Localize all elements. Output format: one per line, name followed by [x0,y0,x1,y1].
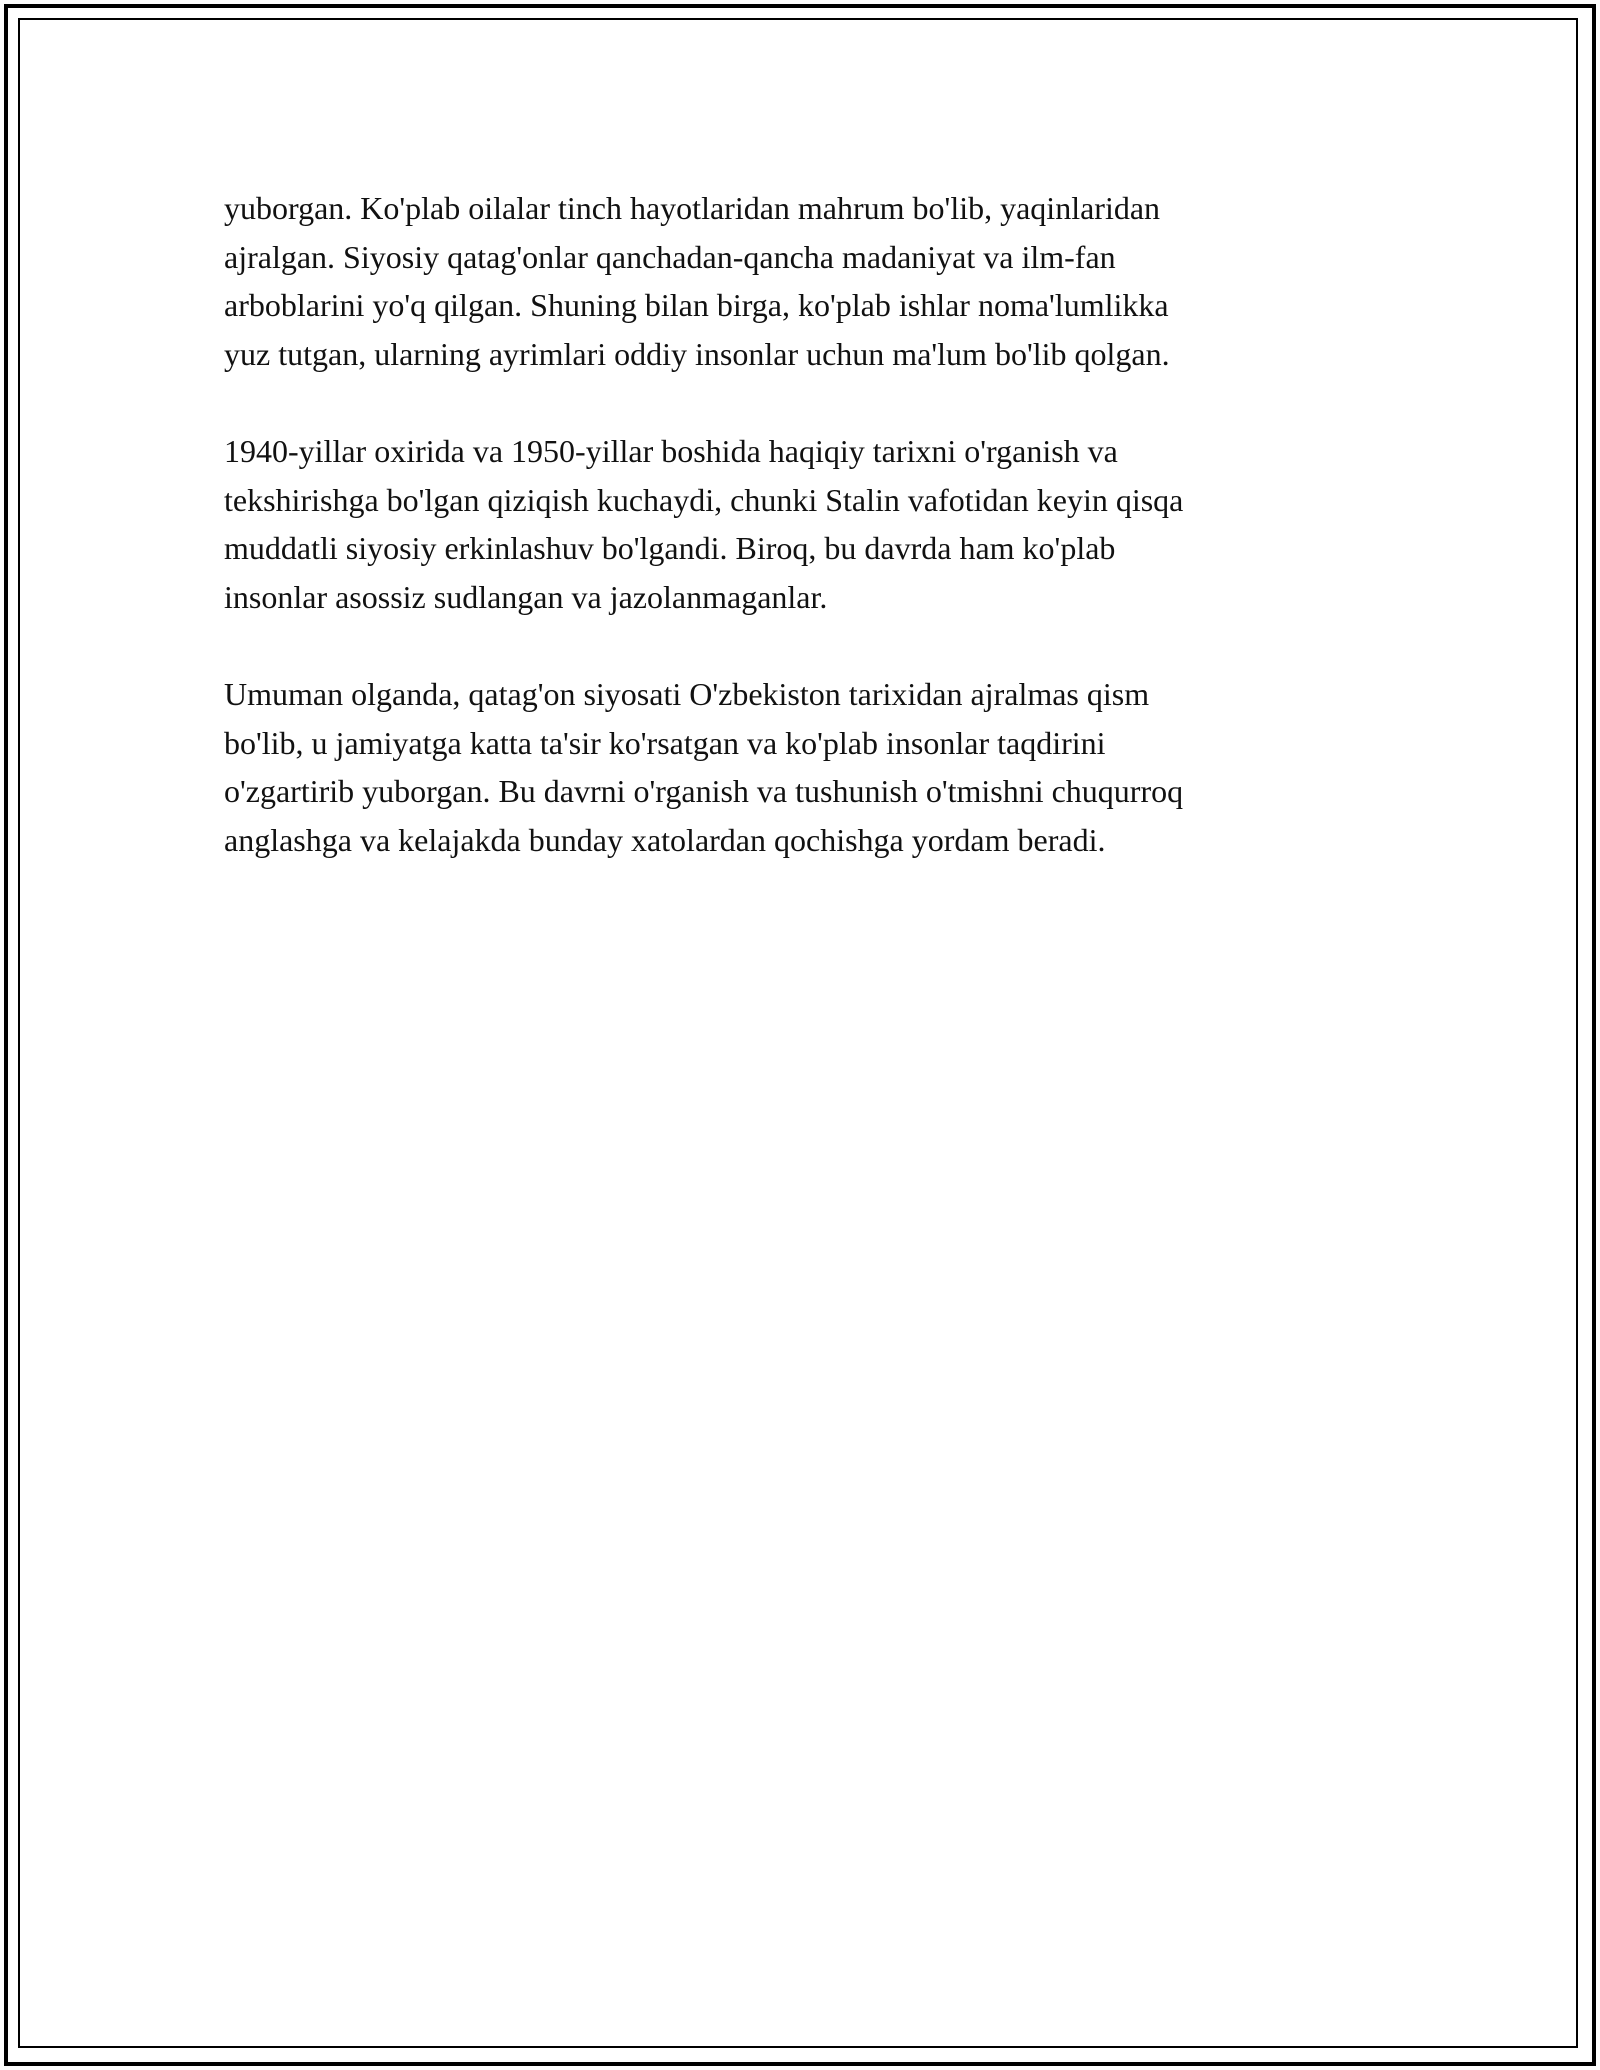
text-line: arboblarini yo'q qilgan. Shuning bilan birga, ko'plab ishlar noma'lumlikka [224,287,1169,323]
text-line: bo'lib, u jamiyatga katta ta'sir ko'rsatgan va ko'plab insonlar taqdirini [224,724,1106,761]
paragraph-1 [224,184,1360,378]
text-line: Umuman olganda, qatag'on siyosati O'zbekiston tarixidan ajralmas qism [224,676,1150,712]
text-line: yuz tutgan, ularning ayrimlari oddiy insonlar uchun ma'lum bo'lib qolgan. [224,335,1170,372]
text-line: tekshirishga bo'lgan qiziqish kuchaydi, chunki Stalin vafotidan keyin qisqa [224,481,1184,518]
text-line: muddatli siyosiy erkinlashuv bo'lgandi. Biroq, bu davrda ham ko'plab [224,530,1116,566]
text-line: insonlar asossiz sudlangan va jazolanmaganlar. [224,578,828,615]
text-line: yuborgan. Ko'plab oilalar tinch hayotlaridan mahrum bo'lib, yaqinlaridan [224,190,1161,226]
document-body [224,184,1360,913]
text-line: ajralgan. Siyosiy qatag'onlar qanchadan-qancha madaniyat va ilm-fan [224,238,1116,275]
text-line: 1940-yillar oxirida va 1950-yillar boshida haqiqiy tarixni o'rganish va [224,433,1118,469]
paragraph-2 [224,427,1360,621]
text-line: anglashga va kelajakda bunday xatolardan qochishga yordam beradi. [224,821,1106,858]
text-line: o'zgartirib yuborgan. Bu davrni o'rganish va tushunish o'tmishni chuqurroq [224,773,1184,809]
paragraph-3 [224,670,1360,864]
